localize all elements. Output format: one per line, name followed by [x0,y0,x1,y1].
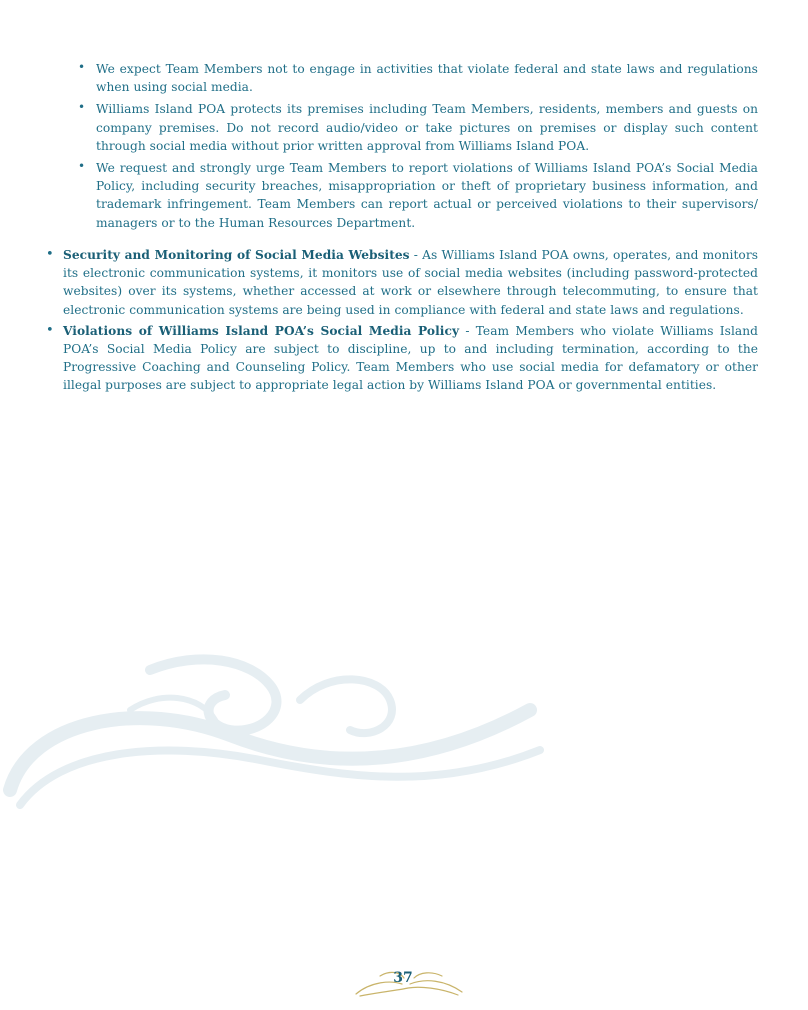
sub-item-text: Williams Island POA protects its premises including Team Members, residents, members and guests on company premises. Do not record audio/video or take pictures on premises or display such content through social media without prior written approval from Williams Island POA. [96,102,758,153]
main-list-item [46,322,758,395]
sub-list-item [78,60,758,96]
item-text: - Team Members who violate Williams Island POA’s Social Media Policy are subject to discipline, up to and including termination, according to the Progressive Coaching and Counseling Policy. Team Members who use social media for defamatory or other illegal purposes are subject to appropriate legal action by Williams Island POA or governmental entities. [63,323,758,393]
item-text: - As Williams Island POA owns, operates, and monitors its electronic communication systems, it monitors use of social media websites (including password-protected websites) over its systems, whether accessed at work or elsewhere through telecommuting, to ensure that electronic communication systems are being used in compliance with federal and state laws and regulations. [63,248,758,317]
main-bullet-list [46,246,758,398]
bullet-icon: • [78,159,86,174]
sub-bullet-list [78,60,758,236]
swirl-ornament-icon [0,640,560,820]
main-list-item [46,246,758,319]
bullet-icon: • [78,60,86,74]
page-number: 37 [393,970,413,986]
sub-list-item [78,100,758,155]
sub-list-item [78,159,758,232]
page-footer [350,962,470,1002]
sub-item-text: We request and strongly urge Team Members to report violations of Williams Island POA’s Social Media Policy, including security breaches, misappropriation or theft of proprietary business information, and trademark infringement. Team Members can report actual or perceived violations to their supervisors/ managers or to the Human Resources Department. [96,161,758,230]
item-heading: Violations of Williams Island POA’s Social Media Policy [63,323,460,338]
item-heading: Security and Monitoring of Social Media Websites [63,248,410,262]
bullet-icon: • [78,100,86,115]
bullet-icon: • [46,322,54,338]
bullet-icon: • [46,247,54,262]
sub-item-text: We expect Team Members not to engage in activities that violate federal and state laws and regulations when using social media. [96,62,758,95]
